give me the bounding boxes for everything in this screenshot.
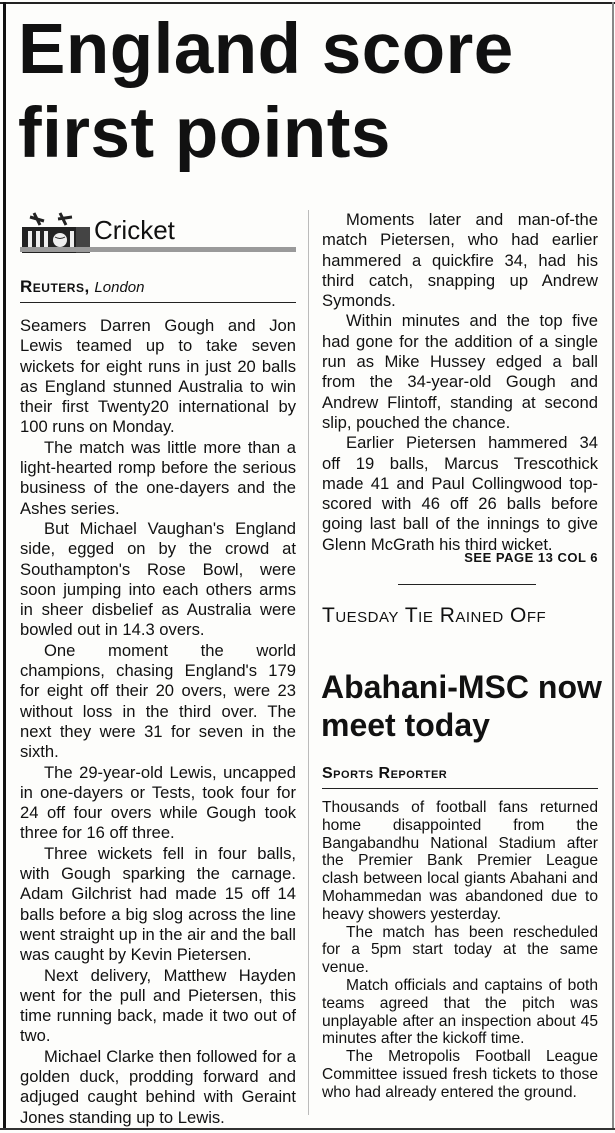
- second-story-byline: Sports Reporter: [322, 765, 448, 782]
- story-paragraph: Seamers Darren Gough and Jon Lewis teamed up to take seven wickets for eight runs in just 20 balls as England stunned Australia to win their first Twenty20 international by 100 runs on Monday.: [20, 316, 296, 437]
- second-story-kicker: Tuesday Tie Rained Off: [322, 604, 547, 627]
- story-paragraph: Three wickets fell in four balls, with Gough sparking the carnage. Adam Gilchrist had made 15 off 14 balls before a big slog across the line went straight up in the air and the ball was caught by Kevin Pietersen.: [20, 843, 296, 965]
- story-paragraph: Earlier Pietersen hammered 34 off 19 balls, Marcus Trescothick made 41 and Paul Collingwood top-scored with 46 off 26 balls before going last ball of the innings to give Glenn McGrath his third wicket.: [322, 433, 598, 554]
- second-story-paragraph: Match officials and captains of both teams agreed that the pitch was unplayable after an inspection about 45 minutes after the kickoff time.: [322, 976, 598, 1048]
- page-border-right: [612, 2, 614, 1130]
- story-paragraph: The 29-year-old Lewis, uncapped in one-dayers or Tests, took four for 24 off four overs while Gough took three for 16 off three.: [20, 762, 296, 843]
- section-rule: [20, 247, 296, 252]
- page-border-top: [0, 2, 615, 4]
- story-paragraph: Moments later and man-of-the match Pietersen, who had earlier hammered a quickfire 34, had his third catch, snapping up Andrew Symonds.: [322, 210, 598, 311]
- page-border-bottom: [0, 1128, 615, 1130]
- story-paragraph: But Michael Vaughan's England side, egged on by the crowd at Southampton's Rose Bowl, were soon jumping into each others arms in sheer disbelief as Australia were bowled out in 14.3 overs.: [20, 518, 296, 640]
- byline-agency: Reuters,: [20, 277, 90, 296]
- story-column-right: [322, 210, 598, 555]
- second-story-paragraph: The match has been rescheduled for a 5pm start today at the same venue.: [322, 923, 598, 977]
- second-story-body: [322, 799, 598, 1102]
- section-logo: [20, 205, 296, 253]
- story-paragraph: Michael Clarke then followed for a golden duck, prodding forward and adjuged caught behind with Geraint Jones standing up to Lewis.: [20, 1046, 296, 1127]
- continuation-note: SEE PAGE 13 COL 6: [464, 550, 598, 565]
- column-divider: [308, 210, 309, 1115]
- story-paragraph: One moment the world champions, chasing England's 179 for eight off their 20 overs, were 23 without loss in the third over. The next they were 31 for seven in the sixth.: [20, 640, 296, 762]
- second-story-paragraph: Thousands of football fans returned home disappointed from the Bangabandhu National Stadium after the Premier Bank Premier League clash between local giants Abahani and Mohammedan was abandoned due to heavy showers yesterday.: [322, 799, 598, 923]
- story-paragraph: The match was little more than a light-hearted romp before the serious business of the one-dayers and the Ashes series.: [20, 437, 296, 518]
- main-headline: England score first points: [18, 10, 514, 173]
- byline: [20, 276, 296, 299]
- story-paragraph: Within minutes and the top five had gone for the addition of a single run as Mike Hussey edged a ball from the 34-year-old Gough and Andrew Flintoff, standing at second slip, pouched the chance.: [322, 311, 598, 432]
- section-header: [20, 205, 296, 253]
- section-label: Cricket: [94, 215, 175, 245]
- story-column-left: [20, 316, 296, 1128]
- byline-place: London: [94, 279, 145, 296]
- story-separator: [398, 584, 536, 585]
- story-paragraph: Next delivery, Matthew Hayden went for the pull and Pietersen, this time running back, made it two out of two.: [20, 965, 296, 1046]
- second-byline-rule: [322, 788, 598, 789]
- second-story-headline: Abahani-MSC now meet today: [321, 669, 602, 743]
- byline-rule: [20, 302, 296, 303]
- page-border-left: [3, 2, 6, 1130]
- second-story-paragraph: The Metropolis Football League Committee issued fresh tickets to those who had already entered the ground.: [322, 1048, 598, 1101]
